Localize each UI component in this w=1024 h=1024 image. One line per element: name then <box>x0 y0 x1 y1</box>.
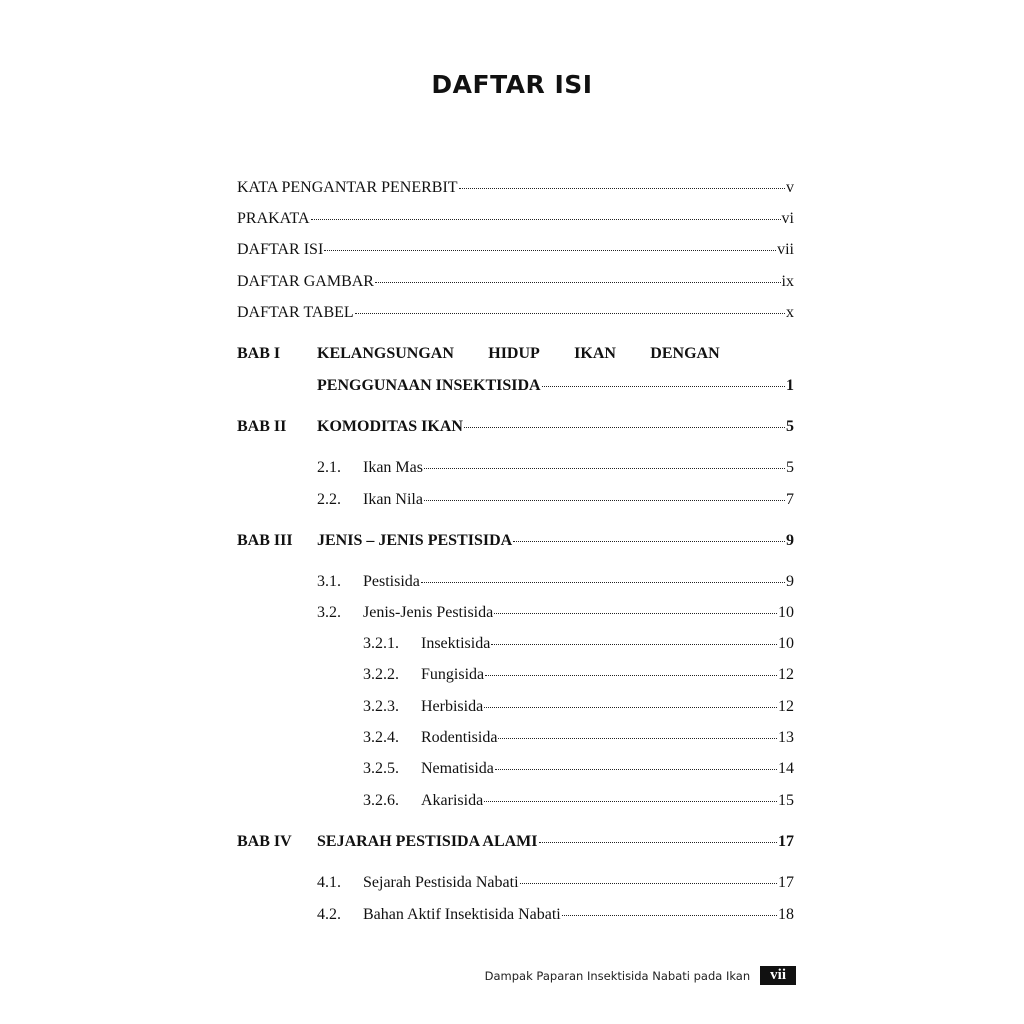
toc-entry-3-2-2[interactable] <box>363 665 794 685</box>
section-number: 4.2. <box>317 906 341 923</box>
toc-entry-page: vi <box>781 210 794 227</box>
toc-entry-page: 9 <box>786 573 794 590</box>
toc-entry-3-1[interactable] <box>317 572 794 592</box>
dot-leader <box>562 914 777 916</box>
subsection-number: 3.2.3. <box>363 698 399 715</box>
toc-entry-bab-1[interactable] <box>317 376 794 396</box>
toc-entry-page: 17 <box>778 874 794 891</box>
toc-entry-kata-pengantar[interactable] <box>237 178 794 198</box>
chapter-title-word: HIDUP <box>488 345 540 362</box>
toc-entry-page: 5 <box>786 418 794 435</box>
toc-entry-page: 10 <box>778 604 794 621</box>
dot-leader <box>494 612 777 614</box>
toc-entry-page: 17 <box>778 833 794 850</box>
dot-leader <box>355 312 785 314</box>
dot-leader <box>498 737 777 739</box>
section-title: Ikan Nila <box>363 491 423 508</box>
dot-leader <box>424 467 785 469</box>
dot-leader <box>484 706 777 708</box>
toc-entry-page: 1 <box>786 377 794 394</box>
toc-entry-daftar-gambar[interactable] <box>237 272 794 292</box>
toc-entry-daftar-isi[interactable] <box>237 240 794 260</box>
toc-entry-label: KATA PENGANTAR PENERBIT <box>237 179 458 196</box>
toc-entry-label: PRAKATA <box>237 210 310 227</box>
subsection-title: Nematisida <box>421 760 494 777</box>
toc-entry-page: 15 <box>778 792 794 809</box>
dot-leader <box>421 581 785 583</box>
section-title: Sejarah Pestisida Nabati <box>363 874 519 891</box>
dot-leader <box>513 540 785 542</box>
section-title: Bahan Aktif Insektisida Nabati <box>363 906 561 923</box>
toc-entry-page: 18 <box>778 906 794 923</box>
chapter-title-word: IKAN <box>574 345 616 362</box>
subsection-title: Insektisida <box>421 635 491 652</box>
section-number: 2.2. <box>317 491 341 508</box>
chapter-title-word: KELANGSUNGAN <box>317 345 454 362</box>
toc-entry-3-2-1[interactable] <box>363 634 794 654</box>
chapter-number: BAB IV <box>237 833 292 850</box>
section-number: 2.1. <box>317 459 341 476</box>
toc-entry-bab-2[interactable] <box>317 417 794 437</box>
toc-entry-page: 12 <box>778 666 794 683</box>
section-title: Pestisida <box>363 573 420 590</box>
chapter-number: BAB I <box>237 345 281 362</box>
subsection-number: 3.2.6. <box>363 792 399 809</box>
subsection-title: Fungisida <box>421 666 485 683</box>
toc-entry-page: 14 <box>778 760 794 777</box>
dot-leader <box>424 499 785 501</box>
subsection-number: 3.2.1. <box>363 635 399 652</box>
subsection-number: 3.2.4. <box>363 729 399 746</box>
chapter-number: BAB II <box>237 418 287 435</box>
chapter-title-line1[interactable] <box>317 344 794 364</box>
footer-book-title: Dampak Paparan Insektisida Nabati pada Ikan <box>484 968 751 983</box>
section-title: Ikan Mas <box>363 459 423 476</box>
chapter-title: JENIS – JENIS PESTISIDA <box>317 532 513 549</box>
dot-leader <box>542 385 785 387</box>
dot-leader <box>375 281 781 283</box>
dot-leader <box>311 218 781 220</box>
toc-entry-page: 13 <box>778 729 794 746</box>
toc-entry-bab-3[interactable] <box>317 531 794 551</box>
dot-leader <box>324 249 776 251</box>
section-number: 3.2. <box>317 604 341 621</box>
chapter-title: KOMODITAS IKAN <box>317 418 463 435</box>
dot-leader <box>484 800 777 802</box>
toc-entry-3-2[interactable] <box>317 603 794 623</box>
subsection-title: Rodentisida <box>421 729 498 746</box>
toc-entry-page: x <box>786 304 794 321</box>
toc-entry-page: 9 <box>786 532 794 549</box>
chapter-title: PENGGUNAAN INSEKTISIDA <box>317 377 541 394</box>
toc-entry-prakata[interactable] <box>237 209 794 229</box>
dot-leader <box>464 426 785 428</box>
section-number: 4.1. <box>317 874 341 891</box>
subsection-number: 3.2.5. <box>363 760 399 777</box>
toc-entry-page: 12 <box>778 698 794 715</box>
toc-entry-3-2-5[interactable] <box>363 759 794 779</box>
toc-entry-bab-4[interactable] <box>317 832 794 852</box>
toc-entry-3-2-6[interactable] <box>363 791 794 811</box>
subsection-number: 3.2.2. <box>363 666 399 683</box>
dot-leader <box>539 841 778 843</box>
toc-entry-3-2-4[interactable] <box>363 728 794 748</box>
chapter-title: SEJARAH PESTISIDA ALAMI <box>317 833 538 850</box>
dot-leader <box>491 643 777 645</box>
page-footer <box>485 966 796 985</box>
chapter-number: BAB III <box>237 532 293 549</box>
section-number: 3.1. <box>317 573 341 590</box>
toc-entry-2-1[interactable] <box>317 458 794 478</box>
dot-leader <box>495 768 777 770</box>
page-title: DAFTAR ISI <box>431 70 593 99</box>
toc-entry-page: 5 <box>786 459 794 476</box>
toc-entry-4-2[interactable] <box>317 905 794 925</box>
toc-entry-page: vii <box>777 241 794 258</box>
toc-entry-page: v <box>786 179 794 196</box>
toc-entry-label: DAFTAR TABEL <box>237 304 354 321</box>
toc-entry-page: ix <box>781 273 794 290</box>
toc-entry-daftar-tabel[interactable] <box>237 303 794 323</box>
toc-entry-label: DAFTAR GAMBAR <box>237 273 374 290</box>
section-title: Jenis-Jenis Pestisida <box>363 604 494 621</box>
toc-entry-page: 7 <box>786 491 794 508</box>
chapter-title-word: DENGAN <box>650 345 720 362</box>
toc-entry-3-2-3[interactable] <box>363 697 794 717</box>
toc-entry-4-1[interactable] <box>317 873 794 893</box>
toc-entry-2-2[interactable] <box>317 490 794 510</box>
toc-entry-label: DAFTAR ISI <box>237 241 324 258</box>
dot-leader <box>520 882 777 884</box>
footer-page-number: vii <box>760 966 796 985</box>
dot-leader <box>459 187 785 189</box>
dot-leader <box>485 674 777 676</box>
subsection-title: Akarisida <box>421 792 484 809</box>
toc-entry-page: 10 <box>778 635 794 652</box>
subsection-title: Herbisida <box>421 698 484 715</box>
